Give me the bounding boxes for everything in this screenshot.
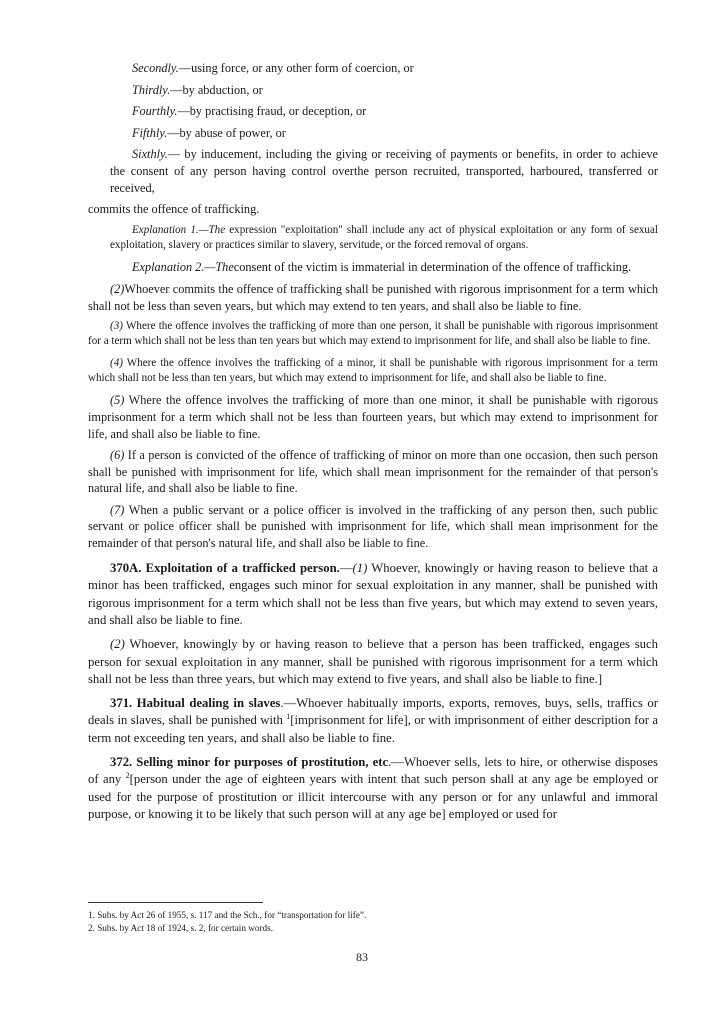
section-370a <box>88 560 658 630</box>
clause-label: Fifthly. <box>132 125 168 140</box>
heading-dash: — <box>339 560 353 575</box>
subsection-number: (4) <box>110 356 123 369</box>
explanation-label: Explanation 1.—The <box>132 223 226 236</box>
explanation-text: expression "exploitation" shall include any act of physical exploitation or any form of sexual exploitation, slavery or practices similar to slavery, servitude, or the forced removal of organs. <box>110 223 658 252</box>
explanation-1 <box>88 223 658 254</box>
footnote-divider <box>88 902 263 903</box>
subsection-number: (2) <box>110 281 125 296</box>
subsection-3 <box>88 319 658 350</box>
section-371 <box>88 695 658 748</box>
subsection-5 <box>88 392 658 442</box>
clause-label: Thirdly. <box>132 82 171 97</box>
subsection-number: (5) <box>110 393 125 408</box>
explanation-label: Explanation 2.—The <box>132 260 234 275</box>
clause-text: —by abduction, or <box>170 82 263 97</box>
subsection-6 <box>88 447 658 497</box>
subsection-4 <box>88 356 658 387</box>
subsection-text: When a public servant or a police officer is involved in the trafficking of any person then, such public servant or police officer shall be punished with imprisonment for life, which shall mean imprisonment for the remainder of that person's natural life, and shall also be liable to fine. <box>88 502 658 551</box>
subsection-2 <box>88 281 658 314</box>
clause-text: — by inducement, including the giving or receiving of payments or benefits, in order to achieve the consent of any person having control overthe person recruited, transported, harboured, transferred or received, <box>110 147 658 195</box>
page-number: 83 <box>356 950 368 964</box>
clause-sixthly <box>88 146 658 196</box>
subsection-text: Where the offence involves the trafficking of more than one person, it shall be punishable with rigorous imprisonment for a term which shall not be less than ten years but which may extend to imprisonment for life, and shall also be liable to fine. <box>88 320 658 348</box>
section-text: .—Whoever sells, lets to hire, or otherwise disposes of any <box>88 754 658 787</box>
section-text: Whoever, knowingly or having reason to believe that a minor has been trafficked, engages such minor for sexual exploitation in any manner, shall be punished with rigorous imprisonment for a term which shall not be less than five years, but which may extend to seven years, and shall also be liable to fine. <box>88 560 658 628</box>
footnote-marker: 1 <box>286 712 291 722</box>
explanation-2 <box>88 259 658 276</box>
clause-text: —using force, or any other form of coercion, or <box>178 61 414 75</box>
explanation-text: consent of the victim is immaterial in determination of the offence of trafficking. <box>233 260 632 275</box>
section-372 <box>88 754 658 824</box>
clause-fourthly <box>88 103 658 120</box>
subsection-number: (1) <box>352 560 368 575</box>
subsection-text: Where the offence involves the trafficking of a minor, it shall be punishable with rigorous imprisonment for a term which shall not be less than ten years, but which may extend to imprisonment for life, and shall also be liable to fine. <box>88 356 658 385</box>
clause-thirdly <box>88 82 658 99</box>
subsection-number: (6) <box>110 448 125 463</box>
section-text: [person under the age of eighteen years with intent that such person shall at any age be employed or used for the purpose of prostitution or illicit intercourse with any person or for any unlawful and immoral purpose, or knowing it to be likely that such person will at any age be] employed or used for <box>88 772 658 822</box>
subsection-text: Where the offence involves the trafficking of more than one minor, it shall be punishable with rigorous imprisonment for a term which shall not be less than fourteen years, but which may extend to imprisonment for life, and shall also be liable to fine. <box>88 393 658 441</box>
subsection-text: If a person is convicted of the offence of trafficking of minor on more than one occasion, then such person shall be punished with imprisonment for life, which shall mean imprisonment for the remainder of that person's natural life, and shall also be liable to fine. <box>88 448 658 496</box>
subsection-number: (3) <box>110 320 123 333</box>
clause-text: —by practising fraud, or deception, or <box>177 104 367 119</box>
document-body <box>88 60 658 830</box>
commits-line: commits the offence of trafficking. <box>88 202 260 217</box>
section-heading: 372. Selling minor for purposes of prostitution, etc <box>110 754 389 769</box>
section-text: [imprisonment for life], or with imprisonment of either description for a term not exceeding ten years, and shall also be liable to fine. <box>88 713 658 745</box>
footnote-2: 2. Subs. by Act 18 of 1924, s. 2, for certain words. <box>88 922 274 933</box>
section-text: Whoever, knowingly by or having reason to believe that a person has been trafficked, engages such person for sexual exploitation in any manner, shall be punished with rigorous imprisonment for a term which shall not be less than three years, but which may extend to five years, and shall also be liable to fine.] <box>88 637 658 687</box>
clause-label: Fourthly. <box>132 104 178 119</box>
section-370a-sub2 <box>88 636 658 689</box>
clause-secondly <box>88 60 658 77</box>
clause-label: Sixthly. <box>132 147 168 162</box>
footnotes <box>88 909 658 934</box>
section-heading: 370A. Exploitation of a trafficked person. <box>110 560 340 575</box>
subsection-number: (7) <box>110 502 125 517</box>
section-heading: 371. Habitual dealing in slaves <box>110 695 281 710</box>
subsection-7 <box>88 502 658 552</box>
section-text: .—Whoever habitually imports, exports, removes, buys, sells, traffics or deals in slaves, shall be punished with <box>88 695 658 728</box>
clause-label: Secondly. <box>132 61 179 75</box>
footnote-marker: 2 <box>125 770 130 780</box>
clause-text: —by abuse of power, or <box>167 125 286 140</box>
subsection-number: (2) <box>110 637 125 652</box>
clause-fifthly <box>88 125 658 142</box>
footnote-1: 1. Subs. by Act 26 of 1955, s. 117 and the Sch., for “transportation for life”. <box>88 910 367 920</box>
subsection-text: Whoever commits the offence of trafficking shall be punished with rigorous imprisonment for a term which shall not be less than seven years, but which may extend to ten years, and shall also be liable to fine. <box>88 281 658 313</box>
